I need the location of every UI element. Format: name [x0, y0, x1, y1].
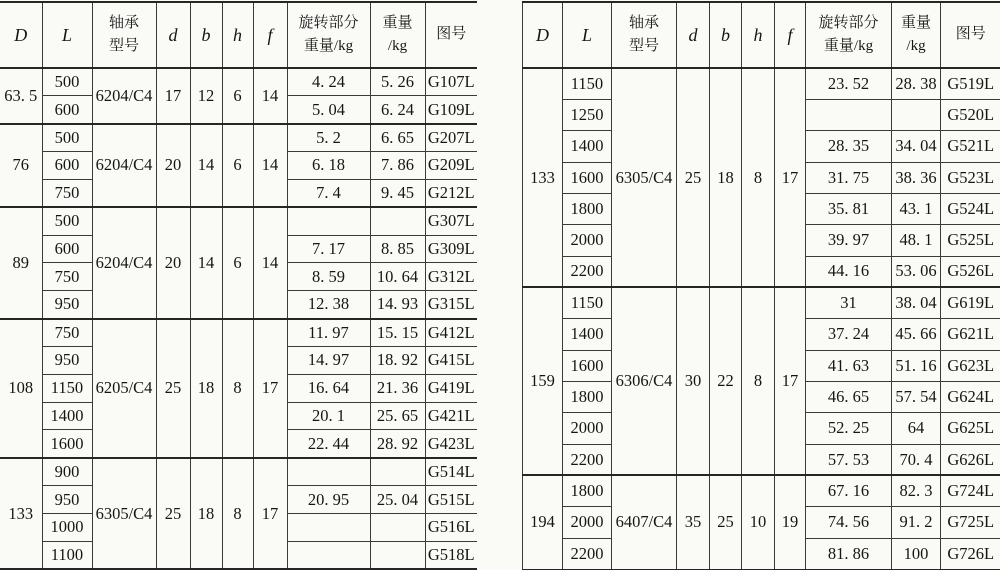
- cell-d-value: 25: [156, 319, 190, 458]
- header-fig-label: 图号: [436, 26, 467, 43]
- cell-drawing-number: G209L: [425, 152, 477, 180]
- cell-total-weight: 34. 04: [892, 131, 941, 162]
- table-row: [523, 287, 1000, 318]
- cell-drawing-number: G523L: [941, 162, 1000, 193]
- cell-rotating-weight: 6. 18: [287, 152, 370, 180]
- cell-length: 500: [42, 68, 92, 96]
- cell-length: 600: [42, 96, 92, 124]
- cell-drawing-number: G626L: [941, 444, 1000, 475]
- header-row: [523, 2, 1000, 68]
- cell-total-weight: 45. 66: [892, 319, 941, 350]
- cell-total-weight: 28. 92: [370, 430, 425, 458]
- cell-f-value: 14: [253, 207, 287, 318]
- cell-total-weight: 18. 92: [370, 346, 425, 374]
- cell-rotating-weight: 57. 53: [806, 444, 892, 475]
- cell-drawing-number: G212L: [425, 179, 477, 207]
- cell-length: 500: [42, 207, 92, 235]
- cell-drawing-number: G526L: [941, 256, 1000, 287]
- cell-drawing-number: G312L: [425, 263, 477, 291]
- table-row: [523, 475, 1000, 506]
- cell-f-value: 14: [253, 68, 287, 124]
- bearing-spec-table-right: [522, 1, 1000, 570]
- cell-bearing-model: 6204/C4: [92, 207, 156, 318]
- cell-bearing-model: 6305/C4: [612, 68, 677, 287]
- cell-rotating-weight: 7. 4: [287, 179, 370, 207]
- cell-d-value: 30: [677, 287, 710, 475]
- cell-f-value: 17: [775, 68, 806, 287]
- cell-total-weight: [370, 541, 425, 569]
- cell-length: 950: [42, 486, 92, 514]
- header-bearing-model: [612, 2, 677, 68]
- cell-total-weight: 25. 65: [370, 402, 425, 430]
- cell-drawing-number: G624L: [941, 381, 1000, 412]
- cell-rotating-weight: 74. 56: [806, 507, 892, 538]
- cell-bearing-model: 6305/C4: [92, 458, 156, 569]
- cell-length: 2200: [563, 538, 612, 569]
- header-wt-line2: /kg: [906, 38, 926, 54]
- cell-length: 1400: [563, 319, 612, 350]
- cell-length: 2000: [563, 225, 612, 256]
- cell-f-value: 14: [253, 124, 287, 208]
- cell-length: 1600: [563, 162, 612, 193]
- cell-b-value: 22: [710, 287, 742, 475]
- cell-total-weight: 6. 65: [370, 124, 425, 152]
- cell-diameter: 89: [0, 207, 42, 318]
- header-drawing-number: [425, 2, 477, 68]
- cell-total-weight: 91. 2: [892, 507, 941, 538]
- cell-rotating-weight: 28. 35: [806, 131, 892, 162]
- cell-b-value: 14: [190, 207, 222, 318]
- cell-total-weight: [892, 99, 941, 130]
- table-body-left: [0, 68, 477, 569]
- header-rot-line1: 旋转部分: [298, 14, 359, 31]
- cell-length: 2200: [563, 444, 612, 475]
- cell-total-weight: 28. 38: [892, 68, 941, 99]
- cell-length: 1100: [42, 541, 92, 569]
- cell-total-weight: 9. 45: [370, 179, 425, 207]
- header-rot-line2: 重量/kg: [303, 38, 354, 54]
- cell-rotating-weight: 14. 97: [287, 346, 370, 374]
- header-fig-label: 图号: [955, 26, 986, 43]
- cell-length: 1150: [563, 68, 612, 99]
- cell-length: 1250: [563, 99, 612, 130]
- header-d-label: d: [688, 24, 698, 45]
- cell-drawing-number: G519L: [941, 68, 1000, 99]
- header-b: [190, 2, 222, 68]
- table-row: [523, 68, 1000, 99]
- cell-rotating-weight: 31. 75: [806, 162, 892, 193]
- table-row: [0, 319, 477, 347]
- cell-rotating-weight: 4. 24: [287, 68, 370, 96]
- cell-b-value: 18: [190, 319, 222, 458]
- cell-total-weight: 51. 16: [892, 350, 941, 381]
- cell-b-value: 14: [190, 124, 222, 208]
- cell-d-value: 20: [156, 124, 190, 208]
- cell-rotating-weight: 22. 44: [287, 430, 370, 458]
- header-b-label: b: [201, 24, 211, 45]
- cell-bearing-model: 6306/C4: [612, 287, 677, 475]
- cell-rotating-weight: 67. 16: [806, 475, 892, 506]
- cell-rotating-weight: 12. 38: [287, 291, 370, 319]
- header-f-label: f: [267, 24, 273, 45]
- header-weight: [370, 2, 425, 68]
- cell-total-weight: 10. 64: [370, 263, 425, 291]
- cell-total-weight: 53. 06: [892, 256, 941, 287]
- cell-length: 1800: [563, 475, 612, 506]
- cell-rotating-weight: 52. 25: [806, 413, 892, 444]
- cell-rotating-weight: 41. 63: [806, 350, 892, 381]
- header-d: [156, 2, 190, 68]
- cell-h-value: 8: [742, 68, 775, 287]
- cell-rotating-weight: [287, 458, 370, 486]
- cell-length: 1000: [42, 514, 92, 542]
- cell-rotating-weight: 5. 04: [287, 96, 370, 124]
- cell-total-weight: 38. 36: [892, 162, 941, 193]
- cell-h-value: 8: [742, 287, 775, 475]
- cell-length: 1150: [563, 287, 612, 318]
- header-D-label: D: [14, 24, 28, 45]
- header-d-label: d: [168, 24, 178, 45]
- cell-drawing-number: G315L: [425, 291, 477, 319]
- cell-bearing-model: 6204/C4: [92, 124, 156, 208]
- cell-total-weight: [370, 514, 425, 542]
- cell-diameter: 108: [0, 319, 42, 458]
- cell-length: 1800: [563, 381, 612, 412]
- cell-drawing-number: G423L: [425, 430, 477, 458]
- cell-b-value: 18: [710, 68, 742, 287]
- cell-drawing-number: G518L: [425, 541, 477, 569]
- cell-rotating-weight: 5. 2: [287, 124, 370, 152]
- cell-length: 1600: [563, 350, 612, 381]
- header-rot-line2: 重量/kg: [823, 38, 874, 54]
- header-bearing-line2: 型号: [628, 38, 659, 54]
- cell-total-weight: [370, 207, 425, 235]
- cell-rotating-weight: 23. 52: [806, 68, 892, 99]
- cell-drawing-number: G521L: [941, 131, 1000, 162]
- cell-rotating-weight: 8. 59: [287, 263, 370, 291]
- cell-total-weight: 21. 36: [370, 374, 425, 402]
- cell-diameter: 133: [523, 68, 563, 287]
- cell-f-value: 17: [253, 458, 287, 569]
- cell-drawing-number: G415L: [425, 346, 477, 374]
- table-row: [0, 68, 477, 96]
- cell-drawing-number: G109L: [425, 96, 477, 124]
- cell-total-weight: 5. 26: [370, 68, 425, 96]
- cell-length: 600: [42, 235, 92, 263]
- header-drawing-number: [941, 2, 1000, 68]
- header-L: [42, 2, 92, 68]
- cell-d-value: 25: [156, 458, 190, 569]
- cell-length: 600: [42, 152, 92, 180]
- header-wt-line2: /kg: [387, 38, 408, 54]
- header-rotating-weight: [806, 2, 892, 68]
- cell-total-weight: 8. 85: [370, 235, 425, 263]
- header-f-label: f: [787, 24, 793, 45]
- cell-length: 750: [42, 263, 92, 291]
- cell-diameter: 194: [523, 475, 563, 569]
- cell-b-value: 18: [190, 458, 222, 569]
- header-bearing-model: [92, 2, 156, 68]
- cell-bearing-model: 6204/C4: [92, 68, 156, 124]
- header-b-label: b: [721, 24, 730, 45]
- cell-rotating-weight: 16. 64: [287, 374, 370, 402]
- header-h: [222, 2, 253, 68]
- header-bearing-line1: 轴承: [628, 14, 659, 31]
- cell-length: 2000: [563, 413, 612, 444]
- cell-d-value: 25: [677, 68, 710, 287]
- cell-f-value: 17: [253, 319, 287, 458]
- cell-drawing-number: G412L: [425, 319, 477, 347]
- cell-rotating-weight: [806, 99, 892, 130]
- cell-total-weight: 14. 93: [370, 291, 425, 319]
- cell-total-weight: 7. 86: [370, 152, 425, 180]
- cell-length: 1400: [563, 131, 612, 162]
- cell-total-weight: 100: [892, 538, 941, 569]
- cell-rotating-weight: 7. 17: [287, 235, 370, 263]
- cell-b-value: 12: [190, 68, 222, 124]
- cell-length: 2200: [563, 256, 612, 287]
- table-header-left: [0, 2, 477, 68]
- cell-rotating-weight: 37. 24: [806, 319, 892, 350]
- cell-length: 900: [42, 458, 92, 486]
- cell-f-value: 17: [775, 287, 806, 475]
- cell-drawing-number: G725L: [941, 507, 1000, 538]
- cell-d-value: 20: [156, 207, 190, 318]
- cell-h-value: 6: [222, 207, 253, 318]
- header-bearing-line2: 型号: [108, 38, 139, 54]
- cell-rotating-weight: 81. 86: [806, 538, 892, 569]
- cell-drawing-number: G623L: [941, 350, 1000, 381]
- header-D: [523, 2, 563, 68]
- cell-bearing-model: 6407/C4: [612, 475, 677, 569]
- header-L-label: L: [61, 24, 72, 45]
- header-d: [677, 2, 710, 68]
- cell-rotating-weight: 20. 95: [287, 486, 370, 514]
- cell-length: 750: [42, 319, 92, 347]
- header-rot-line1: 旋转部分: [818, 14, 879, 31]
- cell-total-weight: 6. 24: [370, 96, 425, 124]
- cell-drawing-number: G625L: [941, 413, 1000, 444]
- cell-total-weight: 82. 3: [892, 475, 941, 506]
- cell-rotating-weight: 20. 1: [287, 402, 370, 430]
- table-row: [0, 458, 477, 486]
- cell-rotating-weight: 39. 97: [806, 225, 892, 256]
- cell-rotating-weight: [287, 541, 370, 569]
- cell-rotating-weight: 35. 81: [806, 193, 892, 224]
- header-h: [742, 2, 775, 68]
- cell-diameter: 159: [523, 287, 563, 475]
- cell-h-value: 10: [742, 475, 775, 569]
- cell-h-value: 6: [222, 124, 253, 208]
- cell-length: 750: [42, 179, 92, 207]
- table-row: [0, 124, 477, 152]
- header-h-label: h: [753, 24, 763, 45]
- header-row: [0, 2, 477, 68]
- header-f: [253, 2, 287, 68]
- header-b: [710, 2, 742, 68]
- cell-rotating-weight: 46. 65: [806, 381, 892, 412]
- cell-length: 1150: [42, 374, 92, 402]
- cell-total-weight: 38. 04: [892, 287, 941, 318]
- cell-rotating-weight: 44. 16: [806, 256, 892, 287]
- cell-d-value: 17: [156, 68, 190, 124]
- table-header-right: [523, 2, 1000, 68]
- header-rotating-weight: [287, 2, 370, 68]
- cell-h-value: 6: [222, 68, 253, 124]
- header-weight: [892, 2, 941, 68]
- cell-length: 950: [42, 346, 92, 374]
- cell-length: 1600: [42, 430, 92, 458]
- cell-diameter: 63. 5: [0, 68, 42, 124]
- cell-drawing-number: G619L: [941, 287, 1000, 318]
- cell-diameter: 76: [0, 124, 42, 208]
- header-D-label: D: [536, 24, 549, 45]
- cell-drawing-number: G524L: [941, 193, 1000, 224]
- cell-drawing-number: G520L: [941, 99, 1000, 130]
- cell-drawing-number: G724L: [941, 475, 1000, 506]
- cell-length: 1800: [563, 193, 612, 224]
- table-row: [0, 207, 477, 235]
- cell-rotating-weight: 11. 97: [287, 319, 370, 347]
- cell-rotating-weight: 31: [806, 287, 892, 318]
- cell-drawing-number: G726L: [941, 538, 1000, 569]
- cell-drawing-number: G419L: [425, 374, 477, 402]
- cell-bearing-model: 6205/C4: [92, 319, 156, 458]
- cell-length: 950: [42, 291, 92, 319]
- cell-drawing-number: G207L: [425, 124, 477, 152]
- cell-rotating-weight: [287, 514, 370, 542]
- cell-length: 1400: [42, 402, 92, 430]
- cell-total-weight: 70. 4: [892, 444, 941, 475]
- header-wt-line1: 重量: [900, 14, 931, 31]
- header-f: [775, 2, 806, 68]
- cell-drawing-number: G307L: [425, 207, 477, 235]
- cell-drawing-number: G515L: [425, 486, 477, 514]
- header-wt-line1: 重量: [382, 14, 413, 31]
- cell-d-value: 35: [677, 475, 710, 569]
- header-D: [0, 2, 42, 68]
- header-L: [563, 2, 612, 68]
- cell-total-weight: 43. 1: [892, 193, 941, 224]
- cell-drawing-number: G525L: [941, 225, 1000, 256]
- cell-drawing-number: G516L: [425, 514, 477, 542]
- cell-total-weight: 15. 15: [370, 319, 425, 347]
- header-L-label: L: [581, 24, 592, 45]
- cell-f-value: 19: [775, 475, 806, 569]
- cell-h-value: 8: [222, 458, 253, 569]
- bearing-spec-table-left: [0, 1, 477, 570]
- cell-length: 500: [42, 124, 92, 152]
- table-body-right: [523, 68, 1000, 570]
- cell-drawing-number: G621L: [941, 319, 1000, 350]
- cell-total-weight: 25. 04: [370, 486, 425, 514]
- cell-drawing-number: G421L: [425, 402, 477, 430]
- cell-length: 2000: [563, 507, 612, 538]
- cell-h-value: 8: [222, 319, 253, 458]
- header-h-label: h: [233, 24, 242, 45]
- cell-total-weight: 64: [892, 413, 941, 444]
- cell-total-weight: [370, 458, 425, 486]
- cell-diameter: 133: [0, 458, 42, 569]
- cell-total-weight: 48. 1: [892, 225, 941, 256]
- cell-drawing-number: G107L: [425, 68, 477, 96]
- cell-b-value: 25: [710, 475, 742, 569]
- cell-drawing-number: G514L: [425, 458, 477, 486]
- cell-drawing-number: G309L: [425, 235, 477, 263]
- header-bearing-line1: 轴承: [108, 14, 139, 31]
- cell-rotating-weight: [287, 207, 370, 235]
- cell-total-weight: 57. 54: [892, 381, 941, 412]
